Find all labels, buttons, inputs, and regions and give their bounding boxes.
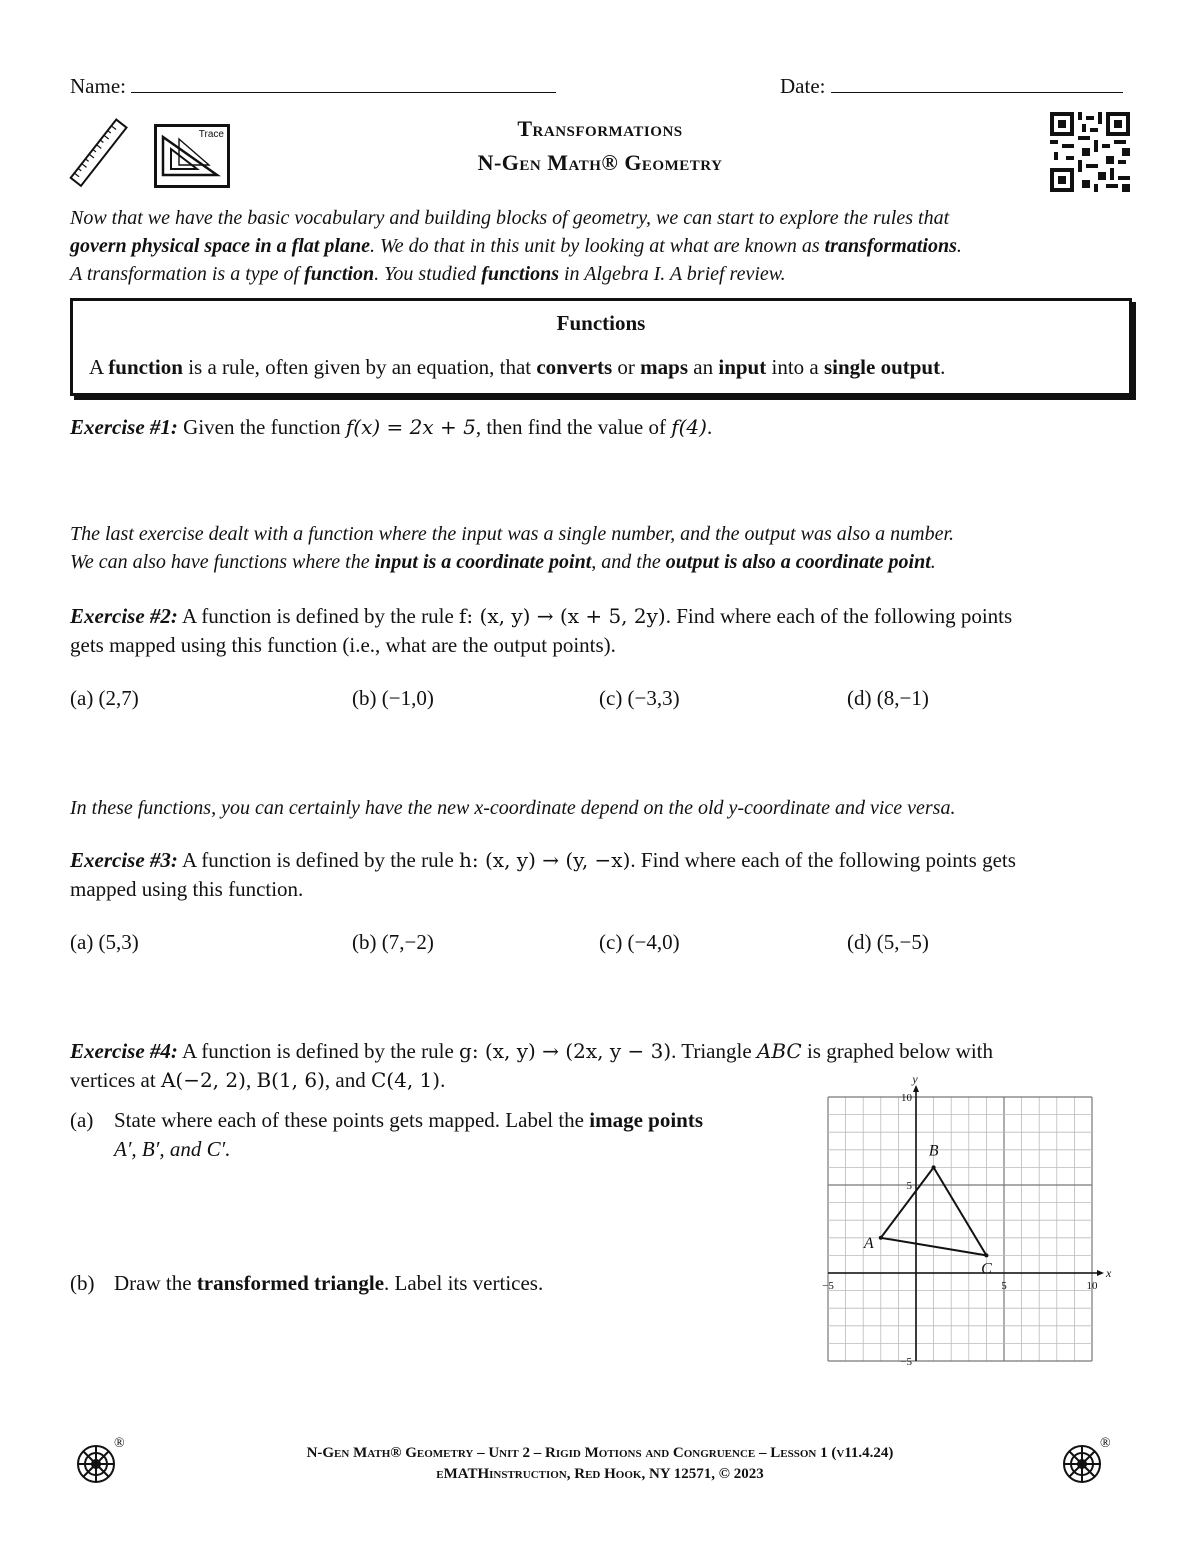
intro-emph-2: transformations [824, 235, 957, 257]
intro-emph-3: function [304, 263, 375, 285]
exercise-2-rule: f: (x, y) → (x + 5, 2y) [459, 604, 666, 628]
part-b-bold: transformed triangle [196, 1271, 385, 1295]
intro-text-3: . [956, 235, 962, 257]
note-1-line-1: The last exercise dealt with a function where the input was a single number, and the output was also a number. [70, 523, 955, 545]
intro-paragraph [70, 204, 1130, 288]
exercise-4-part-b [70, 1269, 543, 1298]
intro-emph-1: govern physical space in a flat plane [70, 235, 370, 257]
exercise-3-line-1 [70, 846, 1132, 875]
def-t5: into a [766, 355, 824, 379]
def-b3: maps [640, 355, 689, 379]
intro-text-4: A transformation is a type of [70, 263, 305, 285]
exercise-1-text-3: . [706, 415, 713, 439]
part-a-bold: image points [589, 1108, 704, 1132]
exercise-1-math-1: f(x) = 2x + 5 [345, 415, 476, 439]
exercise-4-text-2: . Triangle [671, 1039, 757, 1063]
exercise-1-math-2: f(4) [671, 415, 707, 439]
exercise-2-line-1 [70, 602, 1132, 631]
exercise-4-label: Exercise #4: [70, 1039, 178, 1063]
registered-mark-left: ® [114, 1436, 125, 1451]
x-tick-label: −5 [822, 1280, 834, 1292]
y-tick-label: −5 [900, 1356, 912, 1368]
note-coordinate-functions [70, 520, 1135, 576]
course-title: N-Gen Math® Geometry [477, 150, 723, 175]
note-1-b1: input is a coordinate point [374, 551, 592, 573]
y-tick-label: 5 [906, 1180, 912, 1192]
vertex-label-b: B [928, 1142, 939, 1160]
intro-text-2: . We do that in this unit by looking at what are known as [369, 235, 825, 257]
def-t4: an [688, 355, 719, 379]
intro-line-2 [70, 232, 1130, 260]
registered-mark-right: ® [1100, 1436, 1111, 1451]
def-t2: is a rule, often given by an equation, that [182, 355, 537, 379]
vertex-point-a [879, 1236, 883, 1240]
vertex-a-coords: A(−2, 2) [160, 1068, 246, 1092]
intro-line-3 [70, 260, 1130, 288]
x-tick-label: 10 [1086, 1280, 1098, 1292]
exercise-2-line-2: gets mapped using this function (i.e., what are the output points). [70, 633, 616, 657]
exercise-1-text-1: Given the function [183, 415, 346, 439]
exercise-4-text-3: is graphed below with [801, 1039, 994, 1063]
exercise-1-label: Exercise #1: [70, 415, 178, 439]
exercise-4-text-7: . [440, 1068, 446, 1092]
coordinate-graph[interactable] [818, 1072, 1118, 1372]
exercise-2-choice-a: (a) (2,7) [70, 686, 139, 710]
def-b5: single output [823, 355, 941, 379]
vertex-label-c: C [981, 1260, 992, 1278]
qr-code-icon [1049, 112, 1131, 192]
def-b1: function [108, 355, 183, 379]
y-axis-label: y [912, 1072, 918, 1086]
part-a-text: State where each of these points gets mapped. Label the [114, 1108, 590, 1132]
exercise-4-text-6: , and [324, 1068, 371, 1092]
exercise-4-text-4: vertices at [70, 1068, 161, 1092]
intro-line-1: Now that we have the basic vocabulary and building blocks of geometry, we can start to explore the rules that [70, 207, 950, 229]
note-1-t3: . [930, 551, 936, 573]
part-b-label: (b) [70, 1271, 95, 1295]
grid-lines [828, 1097, 1092, 1361]
x-tick-label: 5 [1001, 1280, 1007, 1292]
y-axis-arrow [913, 1085, 919, 1092]
exercise-3-choice-a: (a) (5,3) [70, 930, 139, 954]
y-tick-label: 10 [901, 1092, 912, 1104]
def-t1: A [89, 355, 109, 379]
footer-line-2: eMATHinstruction, Red Hook, NY 12571, © 2023 [436, 1466, 764, 1482]
exercise-3-text-2: . Find where each of the following points gets [630, 848, 1016, 872]
exercise-2-choice-b: (b) (−1,0) [352, 686, 434, 710]
exercise-3-text-1: A function is defined by the rule [182, 848, 460, 872]
note-1-line-2 [70, 548, 1135, 576]
vertex-label-a: A [863, 1234, 874, 1252]
exercise-4-line-1 [70, 1037, 1132, 1066]
intro-text-5: . You studied [374, 263, 482, 285]
part-b-text-2: . Label its vertices. [384, 1271, 544, 1295]
exercise-1-text-2: , then find the value of [475, 415, 672, 439]
note-1-t1: We can also have functions where the [70, 551, 375, 573]
date-label: Date: [780, 74, 826, 98]
definition-text [89, 355, 945, 380]
x-axis-label: x [1106, 1266, 1112, 1280]
name-label: Name: [70, 74, 126, 98]
exercise-4-text-1: A function is defined by the rule [182, 1039, 460, 1063]
exercise-1 [70, 413, 712, 442]
exercise-3-rule: h: (x, y) → (y, −x) [459, 848, 631, 872]
exercise-3-choice-d: (d) (5,−5) [847, 930, 929, 954]
exercise-4-triangle-name: ABC [756, 1039, 802, 1063]
part-a-label: (a) [70, 1108, 94, 1132]
def-t3: or [612, 355, 641, 379]
def-b2: converts [536, 355, 613, 379]
intro-emph-4: functions [481, 263, 559, 285]
exercise-2 [70, 602, 1132, 660]
part-a-line-2: A′, B′, and C′. [114, 1137, 231, 1161]
vertex-c-coords: C(4, 1) [370, 1068, 441, 1092]
exercise-2-choice-c: (c) (−3,3) [599, 686, 680, 710]
exercise-3-line-2: mapped using this function. [70, 877, 304, 901]
exercise-2-choice-d: (d) (8,−1) [847, 686, 929, 710]
intro-text-6: in Algebra I. A brief review. [559, 263, 786, 285]
date-blank[interactable] [831, 74, 1123, 93]
date-field[interactable] [780, 74, 1123, 99]
page-title: Transformations [517, 116, 683, 141]
x-axis-arrow [1097, 1270, 1104, 1276]
trace-label: Trace [198, 129, 224, 140]
definition-title: Functions [556, 311, 646, 335]
exercise-4-rule: g: (x, y) → (2x, y − 3) [459, 1039, 672, 1063]
note-1-t2: , and the [591, 551, 666, 573]
note-1-b2: output is also a coordinate point [665, 551, 931, 573]
exercise-2-text-2: . Find where each of the following points [665, 604, 1013, 628]
footer-line-1: N-Gen Math® Geometry – Unit 2 – Rigid Motions and Congruence – Lesson 1 (v11.4.24) [306, 1445, 894, 1461]
exercise-2-label: Exercise #2: [70, 604, 178, 628]
name-field[interactable] [70, 74, 556, 99]
exercise-2-text-1: A function is defined by the rule [182, 604, 460, 628]
def-t6: . [940, 355, 946, 379]
exercise-3-choice-b: (b) (7,−2) [352, 930, 434, 954]
vertex-point-c [984, 1253, 988, 1257]
exercise-3 [70, 846, 1132, 904]
vertex-b-coords: B(1, 6) [256, 1068, 325, 1092]
vertex-point-b [932, 1165, 936, 1169]
exercise-4-text-5: , [245, 1068, 257, 1092]
functions-definition-box [70, 298, 1132, 396]
def-b4: input [718, 355, 767, 379]
exercise-4-part-a [70, 1106, 790, 1164]
exercise-3-choice-c: (c) (−4,0) [599, 930, 680, 954]
note-swap-coordinates: In these functions, you can certainly have the new x-coordinate depend on the old y-coordinate and vice versa. [70, 797, 956, 819]
name-blank[interactable] [131, 74, 556, 93]
part-b-text-1: Draw the [114, 1271, 197, 1295]
exercise-3-label: Exercise #3: [70, 848, 178, 872]
